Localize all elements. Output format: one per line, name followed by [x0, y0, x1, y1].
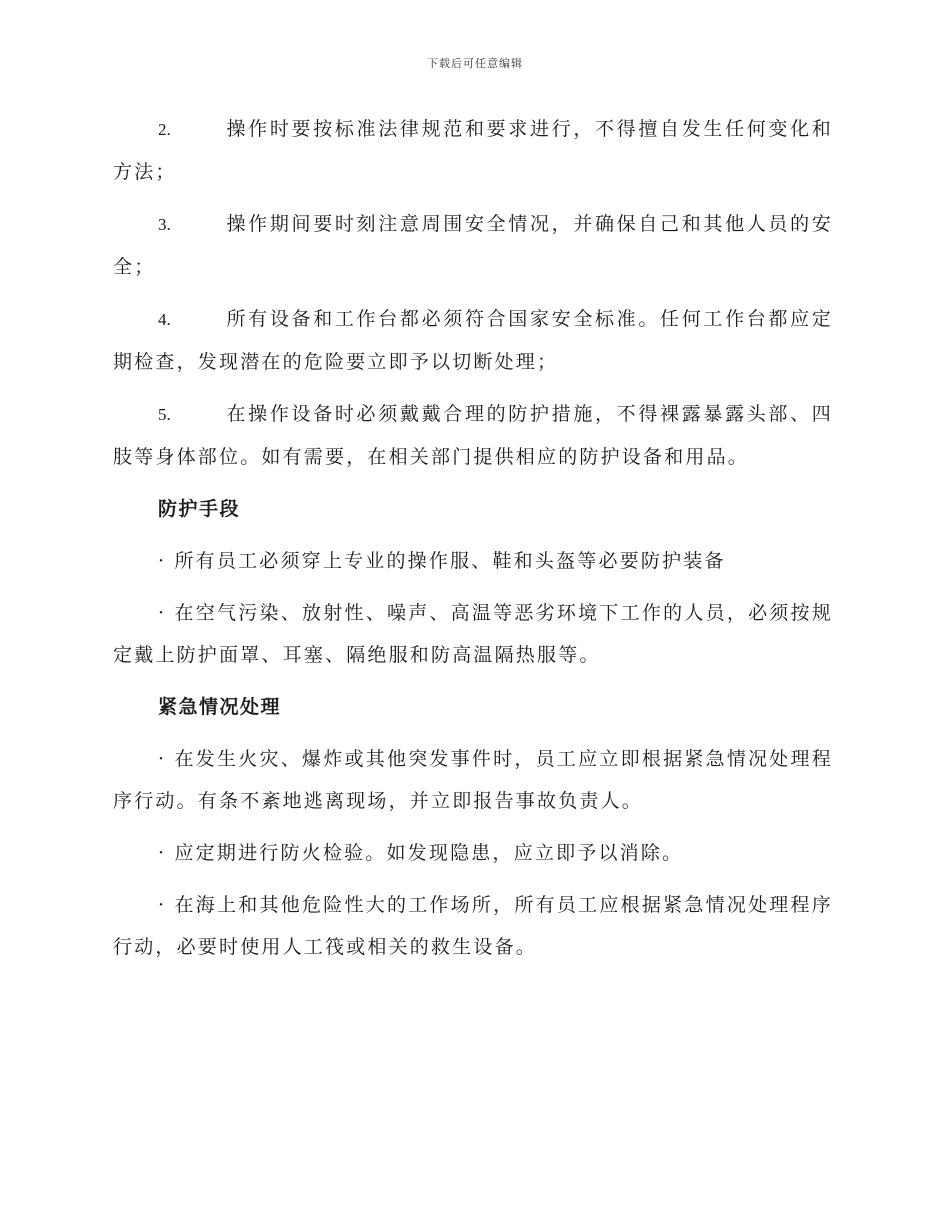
bullet-item: · 所有员工必须穿上专业的操作服、鞋和头盔等必要防护装备	[158, 550, 726, 572]
section-heading-emergency: 紧急情况处理	[158, 696, 282, 718]
item-number: 3.	[158, 215, 171, 234]
document-body	[113, 108, 833, 978]
item-text: 所有设备和工作台都必须符合国家安全标准。任何工作台都应定期检查，发现潜在的危险要立即予以切断处理；	[113, 308, 833, 373]
item-text: 操作时要按标准法律规范和要求进行，不得擅自发生任何变化和方法；	[113, 118, 833, 183]
numbered-item	[113, 393, 833, 478]
numbered-item	[113, 298, 833, 383]
item-number: 4.	[158, 310, 171, 329]
numbered-item	[113, 203, 833, 288]
item-number: 5.	[158, 405, 171, 424]
bullet-item: · 在发生火灾、爆炸或其他突发事件时，员工应立即根据紧急情况处理程序行动。有条不紊地逃离现场，并立即报告事故负责人。	[113, 748, 833, 812]
bullet-item: · 应定期进行防火检验。如发现隐患，应立即予以消除。	[158, 842, 684, 864]
section-heading-protection: 防护手段	[158, 498, 241, 520]
item-number: 2.	[158, 120, 171, 139]
page-header: 下载后可任意编辑	[427, 57, 523, 70]
bullet-item: · 在空气污染、放射性、噪声、高温等恶劣环境下工作的人员，必须按规定戴上防护面罩、耳塞、隔绝服和防高温隔热服等。	[113, 602, 833, 666]
item-text: 在操作设备时必须戴戴合理的防护措施，不得裸露暴露头部、四肢等身体部位。如有需要，在相关部门提供相应的防护设备和用品。	[113, 403, 833, 468]
bullet-item: · 在海上和其他危险性大的工作场所，所有员工应根据紧急情况处理程序行动，必要时使用人工筏或相关的救生设备。	[113, 894, 833, 958]
numbered-item	[113, 108, 833, 193]
item-text: 操作期间要时刻注意周围安全情况，并确保自己和其他人员的安全；	[113, 213, 833, 278]
